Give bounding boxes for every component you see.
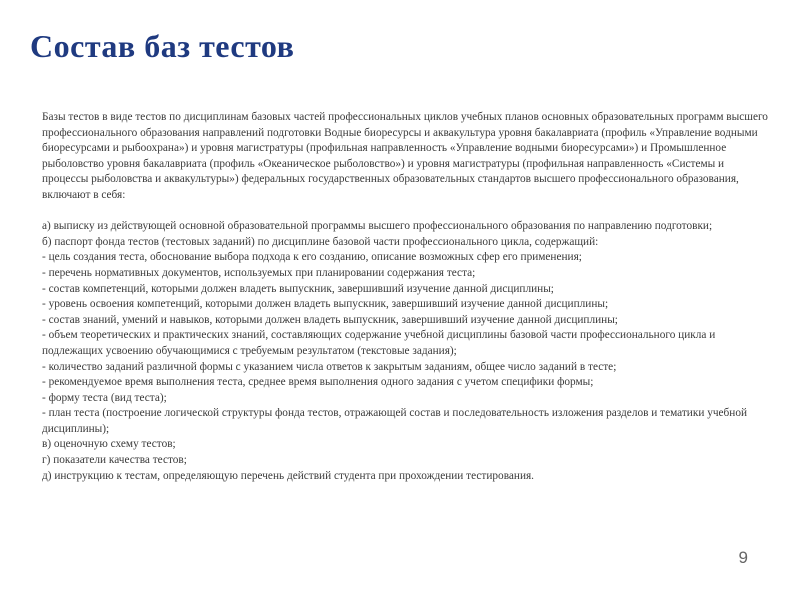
list-item: - рекомендуемое время выполнения теста, среднее время выполнения одного задания с учетом специфики формы;	[42, 376, 594, 389]
paragraph-spacer	[42, 204, 772, 220]
list-item: - количество заданий различной формы с указанием числа ответов к закрытым заданиям, общее число заданий в тесте;	[42, 360, 617, 373]
list-item: - объем теоретических и практических знаний, составляющих содержание учебной дисциплины базовой части профессионального цикла и подлежащих усвоению обучающимися с требуемым результатом (текстовые задания);	[42, 329, 716, 357]
list-item: - цель создания теста, обоснование выбора подхода к его созданию, описание возможных сфер его применения;	[42, 251, 582, 264]
list-item: - перечень нормативных документов, используемых при планировании содержания теста;	[42, 266, 476, 279]
list-item-g: г) показатели качества тестов;	[42, 454, 187, 467]
list-item-d: д) инструкцию к тестам, определяющую перечень действий студента при прохождении тестирования.	[42, 469, 535, 482]
list-item-b: б) паспорт фонда тестов (тестовых заданий) по дисциплине базовой части профессионального цикла, содержащий:	[42, 235, 599, 248]
list-item: - состав компетенций, которыми должен владеть выпускник, завершивший изучение данной дисциплины;	[42, 282, 554, 295]
slide-body	[42, 110, 772, 484]
list-item: - уровень освоения компетенций, которыми должен владеть выпускник, завершивший изучение данной дисциплины;	[42, 298, 609, 311]
slide-title: Состав баз тестов	[30, 28, 295, 64]
list-item: - состав знаний, умений и навыков, которыми должен владеть выпускник, завершивший изучение данной дисциплины;	[42, 313, 618, 326]
intro-paragraph: Базы тестов в виде тестов по дисциплинам базовых частей профессиональных циклов учебных планов основных образовательных программ высшего профессионального образования направлений подготовки Водные биоресурсы и аквакультура уровня бакалавриата (профиль «Управление водными биоресурсами и рыбоохрана») и уровня магистратуры (профильная направленность «Управление водными биоресурсами») и Промышленное рыболовство уровня бакалавриата (профиль «Океаническое рыболовство») и уровня магистратуры (профильная направленность «Системы и процессы рыболовства и аквакультуры») федеральных государственных образовательных стандартов высшего профессионального образования, включают в себя:	[42, 111, 768, 201]
list-item-v: в) оценочную схему тестов;	[42, 438, 176, 451]
list-item: - план теста (построение логической структуры фонда тестов, отражающей состав и последовательность изложения разделов и тематики учебной дисциплины);	[42, 407, 748, 435]
page-number: 9	[738, 548, 748, 567]
list-item: - форму теста (вид теста);	[42, 391, 167, 404]
list-item-a: а) выписку из действующей основной образовательной программы высшего профессионального образования по направлению подготовки;	[42, 220, 713, 233]
